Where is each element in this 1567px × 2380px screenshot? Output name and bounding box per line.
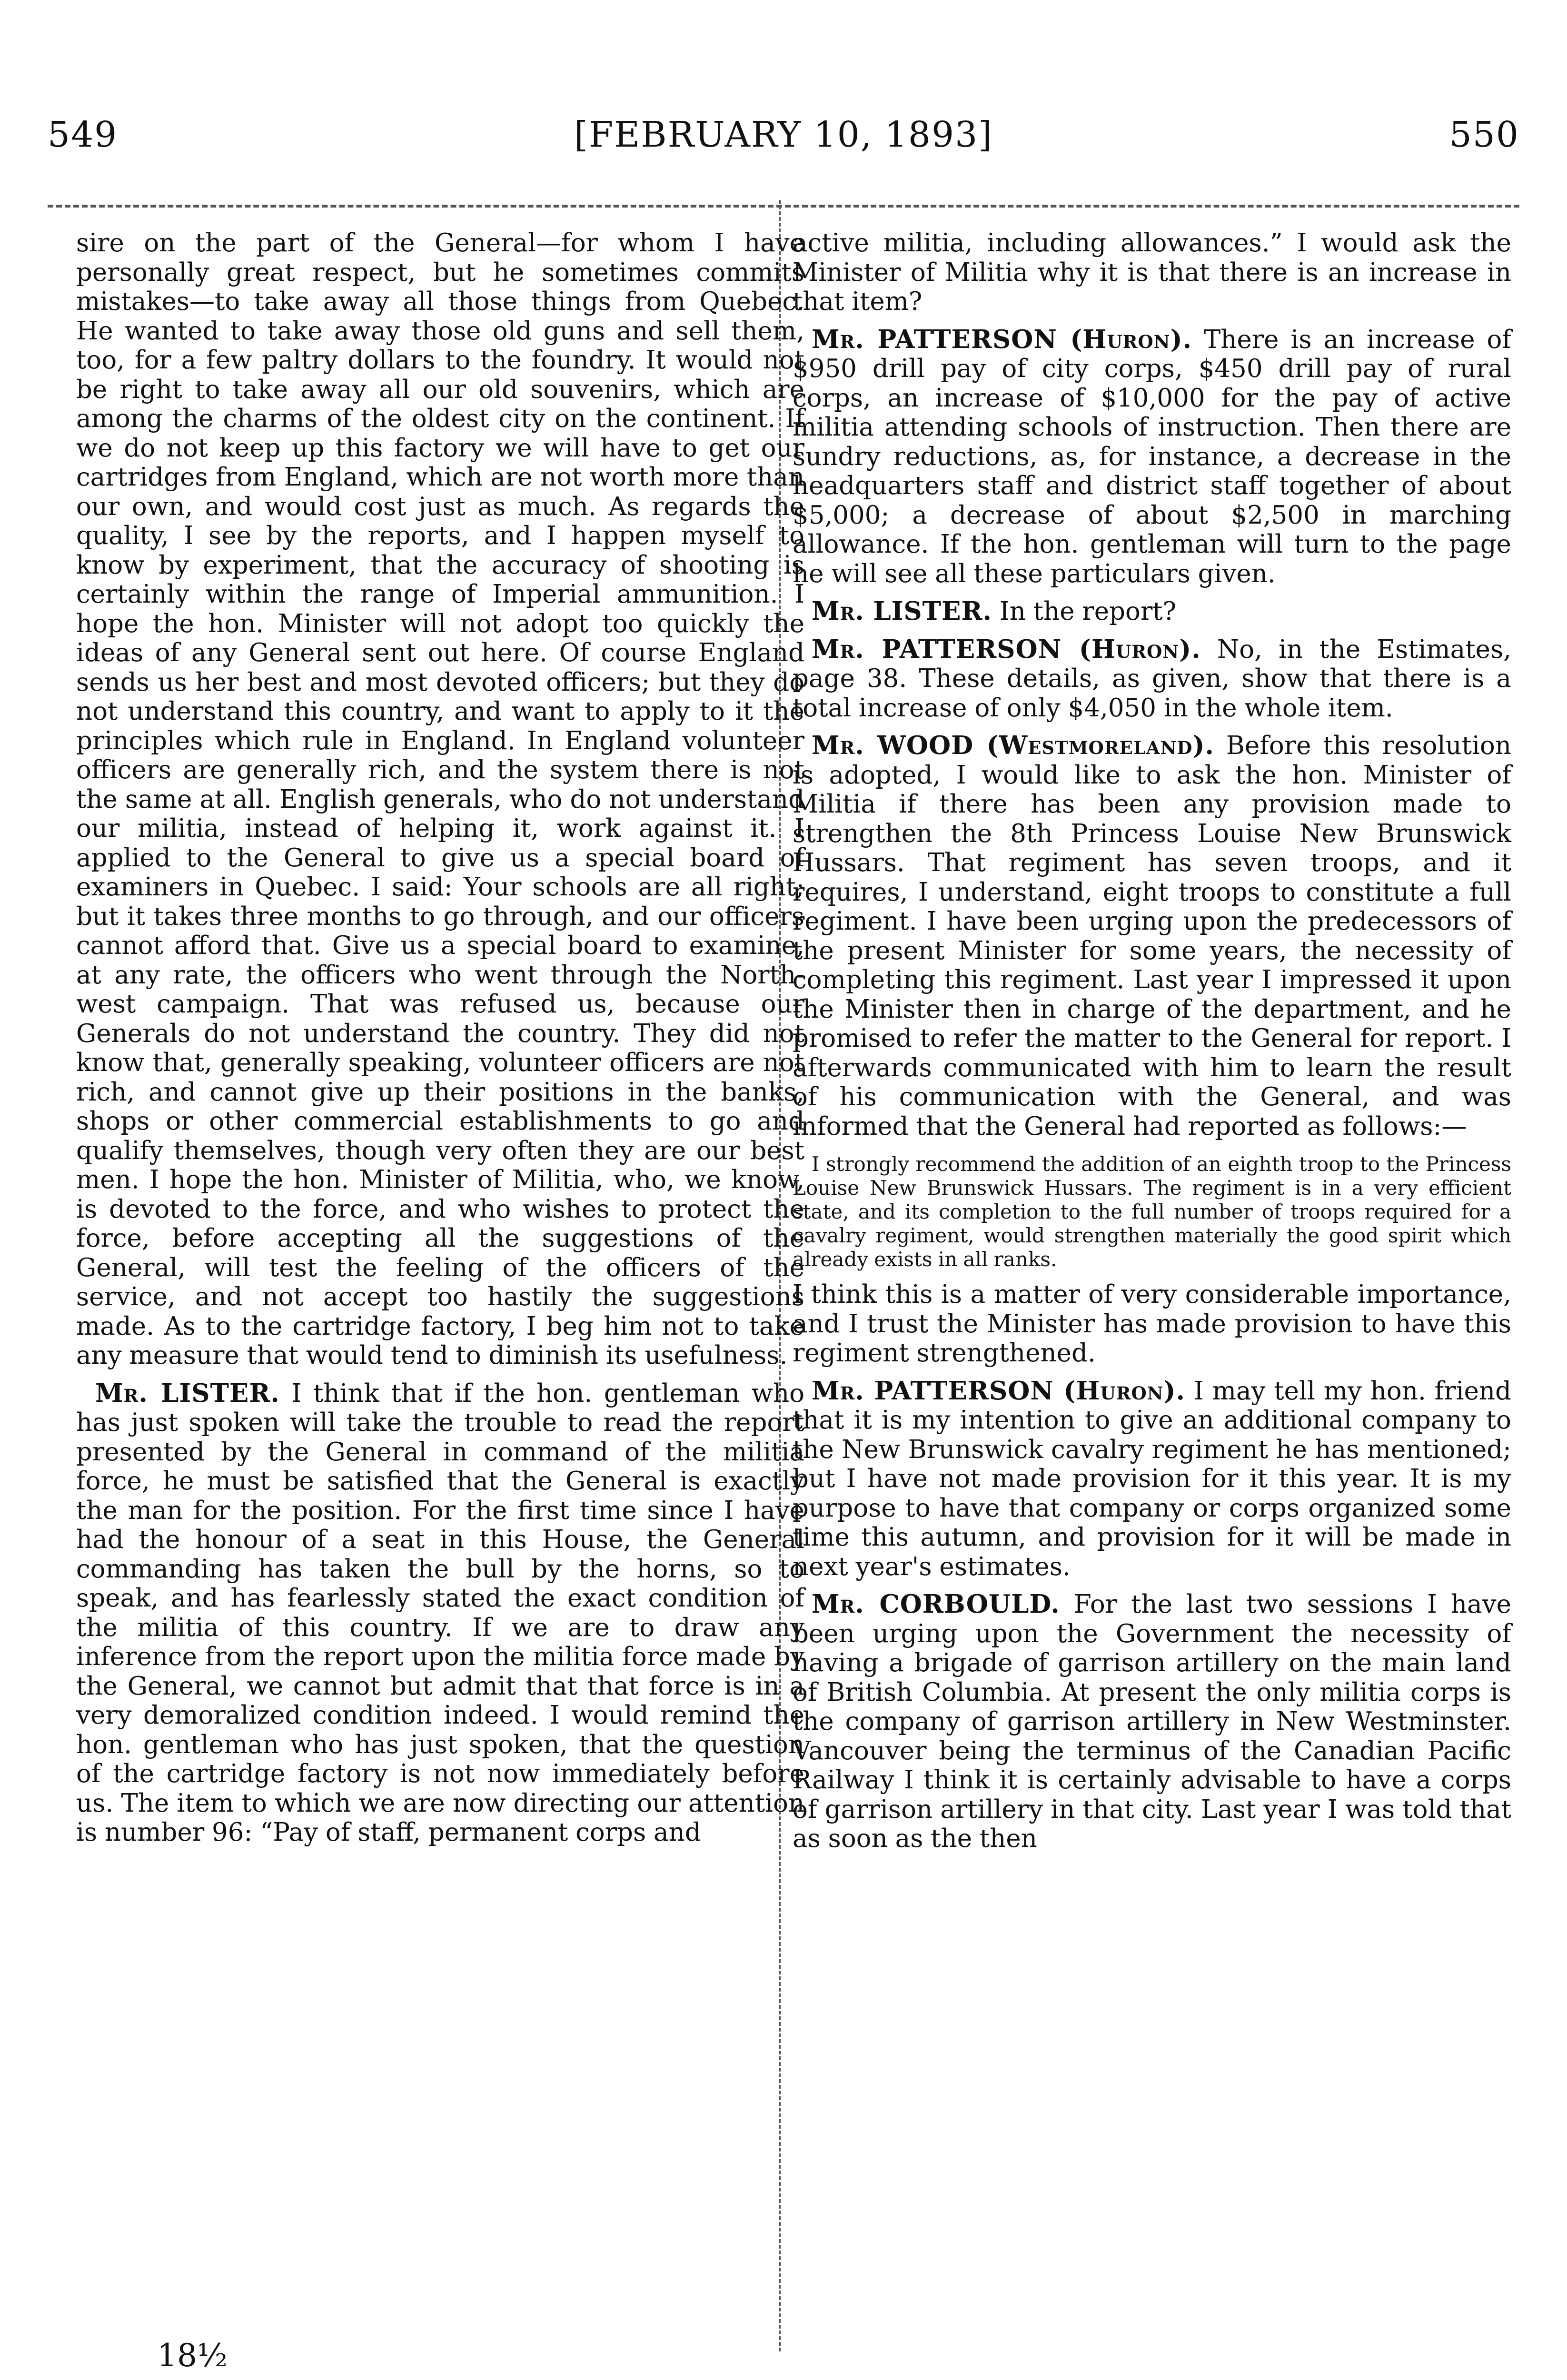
paragraph-text: No, in the Estimates, page 38. These details, as given, show that there is a total increase of only $4,050 in the whole item. xyxy=(793,635,1511,723)
paragraph xyxy=(793,731,1511,1141)
left-page-number: 549 xyxy=(48,114,118,155)
speaker-name: Mr. PATTERSON (Huron). xyxy=(812,324,1192,354)
speaker-name: Mr. CORBOULD. xyxy=(812,1589,1060,1619)
right-column xyxy=(793,228,1511,1862)
left-column xyxy=(76,228,804,1856)
paragraph xyxy=(76,228,804,1370)
paragraph xyxy=(793,228,1511,317)
paragraph-text: I think that if the hon. gentleman who has just spoken will take the trouble to read the report presented by the General in command of the militia force, he must be satisfied that the General is exactly the man for the position. For the first time since I have had the honour of a seat in this House, the General commanding has taken the bull by the horns, so to speak, and has fearlessly stated the exact condition of the militia of this country. If we are to draw any inference from the report upon the militia force made by the General, we cannot but admit that that force is in a very demoralized condition indeed. I would remind the hon. gentleman who has just spoken, that the question of the cartridge factory is not now immediately before us. The item to which we are now directing our attention is number 96: “Pay of staff, permanent corps and xyxy=(76,1378,804,1847)
page-header xyxy=(48,114,1519,171)
paragraph xyxy=(793,1280,1511,1368)
speaker-name: Mr. PATTERSON (Huron). xyxy=(812,634,1201,664)
paragraph-text: I may tell my hon. friend that it is my intention to give an additional company to the New Brunswick cavalry regiment he has mentioned; but I have not made provision for it this year. It is my purpose to have that company or corps organized some time this autumn, and provision for it will be made in next year's estimates. xyxy=(793,1376,1511,1581)
paragraph-text: There is an increase of $950 drill pay of city corps, $450 drill pay of rural corps, an increase of $10,000 for the pay of active militia attending schools of instruction. Then there are sundry reductions, as, for instance, a decrease in the headquarters staff and district staff together of about $5,000; a decrease of about $2,500 in marching allowance. If the hon. gentleman will turn to the page he will see all these particulars given. xyxy=(793,325,1511,588)
speaker-name: Mr. LISTER. xyxy=(812,596,992,626)
paragraph xyxy=(76,1379,804,1847)
paragraph-text: I think this is a matter of very considerable importance, and I trust the Minister has made provision to have this regiment strengthened. xyxy=(793,1280,1511,1368)
speaker-name: Mr. WOOD (Westmoreland). xyxy=(812,731,1215,760)
quote-text: I strongly recommend the addition of an eighth troop to the Princess Louise New Brunswick Hussars. The regiment is in a very efficient state, and its completion to the full number of troops required for a cavalry regiment, would strengthen materially the good spirit which already exists in all ranks. xyxy=(793,1152,1511,1271)
paragraph xyxy=(793,597,1511,626)
page-date-title: [FEBRUARY 10, 1893] xyxy=(574,114,993,155)
paragraph xyxy=(793,325,1511,589)
paragraph xyxy=(793,635,1511,723)
paragraph xyxy=(793,1377,1511,1582)
paragraph-text: Before this resolution is adopted, I would like to ask the hon. Minister of Militia if there has been any provision made to strengthen the 8th Princess Louise New Brunswick Hussars. That regiment has seven troops, and it requires, I understand, eight troops to constitute a full regiment. I have been urging upon the predecessors of the present Minister for some years, the necessity of completing this regiment. Last year I impressed it upon the Minister then in charge of the department, and he promised to refer the matter to the General for report. I afterwards communicated with him to learn the result of his communication with the General, and was informed that the General had reported as follows:— xyxy=(793,731,1511,1141)
paragraph xyxy=(793,1590,1511,1854)
quoted-report xyxy=(793,1152,1511,1271)
paragraph-text: active militia, including allowances.” I would ask the Minister of Militia why it is that there is an increase in that item? xyxy=(793,228,1511,316)
signature-mark: 18½ xyxy=(157,2337,228,2374)
paragraph-text: In the report? xyxy=(992,597,1176,626)
paragraph-text: For the last two sessions I have been urging upon the Government the necessity of having a brigade of garrison artillery on the main land of British Columbia. At present the only militia corps is the company of garrison artillery in New Westminster. Vancouver being the terminus of the Canadian Pacific Railway I think it is certainly advisable to have a corps of garrison artillery in that city. Last year I was told that as soon as the then xyxy=(793,1590,1511,1853)
speaker-name: Mr. LISTER. xyxy=(95,1378,280,1408)
right-page-number: 550 xyxy=(1449,114,1519,155)
speaker-name: Mr. PATTERSON (Huron). xyxy=(812,1376,1186,1406)
header-rule xyxy=(48,205,1519,208)
paragraph-text: sire on the part of the General—for whom I have personally great respect, but he sometimes commits mistakes—to take away all those things from Quebec. He wanted to take away those old guns and sell them, too, for a few paltry dollars to the foundry. It would not be right to take away all our old souvenirs, which are among the charms of the oldest city on the continent. If we do not keep up this factory we will have to get our cartridges from England, which are not worth more than our own, and would cost just as much. As regards the quality, I see by the reports, and I happen myself to know by experiment, that the accuracy of shooting is certainly within the range of Imperial ammunition. I hope the hon. Minister will not adopt too quickly the ideas of any General sent out here. Of course England sends us her best and most devoted officers; but they do not understand this country, and want to apply to it the principles which rule in England. In England volunteer officers are generally rich, and the system there is not the same at all. English generals, who do not understand our militia, instead of helping it, work against it. I applied to the General to give us a special board of examiners in Quebec. I said: Your schools are all right; but it takes three months to go through, and our officers cannot afford that. Give us a special board to examine, at any rate, the officers who went through the North-west campaign. That was refused us, because our Generals do not understand the country. They did not know that, generally speaking, volunteer officers are not rich, and cannot give up their positions in the banks, shops or other commercial establishments to go and qualify themselves, though very often they are our best men. I hope the hon. Minister of Militia, who, we know, is devoted to the force, and who wishes to protect the force, before accepting all the suggestions of the General, will test the feeling of the officers of the service, and not accept too hastily the suggestions made. As to the cartridge factory, I beg him not to take any measure that would tend to diminish its usefulness. xyxy=(76,228,804,1370)
